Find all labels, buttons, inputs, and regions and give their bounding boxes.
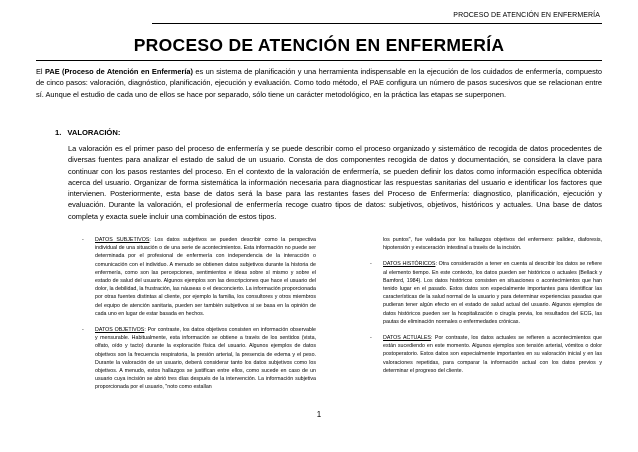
list-item-term: DATOS HISTÓRICOS: [383, 261, 436, 268]
intro-text: es un sistema de planificación y una herramienta indispensable en la ejecución de los cuidados de enfermería, compuesto de cinco pasos: valoración, diagnóstico, planificación, ejecución y evaluación. Como todo método, el PAE configura un número de pasos sucesivos que se relacionan entre sí. Aunque el estudio de cada uno de ellos se hace por separado, sólo tiene un carácter metodológico, en la práctica las etapas se superponen.: [36, 67, 602, 99]
intro-lead: El: [36, 67, 45, 76]
list-item-text: : Otra consideración a tener en cuenta al describir los datos se refiere al elemento tiempo. En este contexto, los datos pueden ser históricos o actuales (Bellack y Bamford, 1984). Los datos históricos consisten en situaciones o acontecimientos que han tenido lugar en el pasado. Estos datos son especialmente importantes para identificar las características de la salud normal de la usuario y para determinar experiencias pasadas que pudieran tener algún efecto en el estado de salud actual del usuario. Algunos ejemplos de datos históricos pueden ser la hospitalización o cirugía previa, los resultados del ECG, las pautas de eliminación normales o enfermedades crónicas.: [383, 261, 602, 325]
list-dash: -: [370, 261, 372, 268]
section-heading: [55, 128, 120, 137]
running-header: PROCESO DE ATENCIÓN EN ENFERMERÍA: [453, 12, 600, 19]
list-item-term: DATOS SUBJETIVOS: [95, 237, 150, 243]
list-item-text: : Los datos subjetivos se pueden describir como la perspectiva individual de una situación o de una serie de acontecimientos. Esta información no puede ser determinada por el profesional de enfermería con independencia de la interacción o comunicación con el individuo. A menudo se obtienen datos subjetivos durante la historia de enfermería, como son las percepciones, sentimientos e ideas sobre sí mismo y sobre el estado de salud del usuario. Algunos ejemplos son las descripciones que hace el usuario del dolor, la debilidad, la frustración, las náuseas o el desconcierto. La información proporcionada por otras fuentes distintas al cliente, por ejemplo la familia, los consultores y otros miembros del equipo de atención sanitaria, pueden ser también subjetivos si se basa en la opinión de cada uno en lugar de estar basada en hechos.: [95, 237, 316, 317]
section-number: 1.: [55, 128, 62, 137]
section-title: VALORACIÓN:: [67, 128, 121, 137]
list-item: [370, 260, 602, 326]
intro-paragraph: [36, 66, 602, 100]
section-paragraph: La valoración es el primer paso del proceso de enfermería y se puede describir como el proceso organizado y sistemático de recogida de datos procedentes de diversas fuentes para analizar el estado de salud de un usuario. Consta de dos componentes recogida de datos y documentación, se considera la clave para continuar con los pasos restantes del proceso. En el contexto de la valoración de enfermería, se pueden definir los datos como información específica obtenida acerca del usuario. Organizar de forma sistemática la información necesaria para diagnosticar las respuestas sanitarias del usuario e identificar los factores que intervienen. Posteriormente, esta base de datos será la base para las restantes fases del Proceso de Enfermería: diagnostico, planificación, ejecución y evaluación. Durante la valoración, el profesional de enfermería recoge cuatro tipos de datos: subjetivos, objetivos, históricos y actuales. Una base de datos completa y exacta suele incluir una combinación de estos tipos.: [68, 144, 602, 221]
page-title: PROCESO DE ATENCIÓN EN ENFERMERÍA: [133, 35, 505, 55]
list-item-text: : Por contraste, los datos actuales se refieren a acontecimientos que están sucediendo en este momento. Algunos ejemplos son tensión arterial, vómitos o dolor postoperatorio. Estos datos son especialmente importantes en su valoración inicial y en las valoraciones repetidas, para comparar la información actual con los datos previos y determinar el progreso del cliente.: [383, 335, 602, 374]
list-dash: -: [82, 327, 84, 334]
title-rule: [36, 60, 602, 61]
list-item-text: : Por contraste, los datos objetivos consisten en información observable y mensurable. Habitualmente, esta información se obtiene a través de los sentidos (vista, olfato, oído y tacto) durante la exploración física del usuario. Algunos ejemplos de datos objetivos son la frecuencia respiratoria, la presión arterial, la presencia de edema y el peso. Durante la valoración de un usuario, deberá considerar tanto los datos subjetivos como los objetivos. A menudo, estos hallazgos se justifican entre ellos, como sucede en caso de un usuario cuya incisión se abrió tres días después de la intervención. La información subjetiva proporcionada por el usuario, "noto como estallan: [95, 327, 316, 391]
header-rule: [152, 23, 602, 24]
list-item-term: DATOS OBJETIVOS: [95, 327, 145, 334]
left-column: [82, 236, 316, 400]
list-item-term: DATOS ACTUALES: [383, 335, 431, 342]
right-column: [370, 236, 602, 383]
intro-bold-term: PAE (Proceso de Atención en Enfermería): [44, 67, 193, 76]
list-item: [82, 236, 316, 318]
list-dash: -: [82, 237, 84, 243]
list-item: [370, 334, 602, 375]
page-number: 1: [316, 410, 322, 419]
list-item: [82, 326, 316, 392]
continued-text: los puntos", fue validada por los hallazgos objetivos del enfermero: palidez, diaforesis, hipotensión y evisceración intestinal a través de la incisión.: [383, 237, 602, 252]
list-dash: -: [370, 335, 372, 342]
